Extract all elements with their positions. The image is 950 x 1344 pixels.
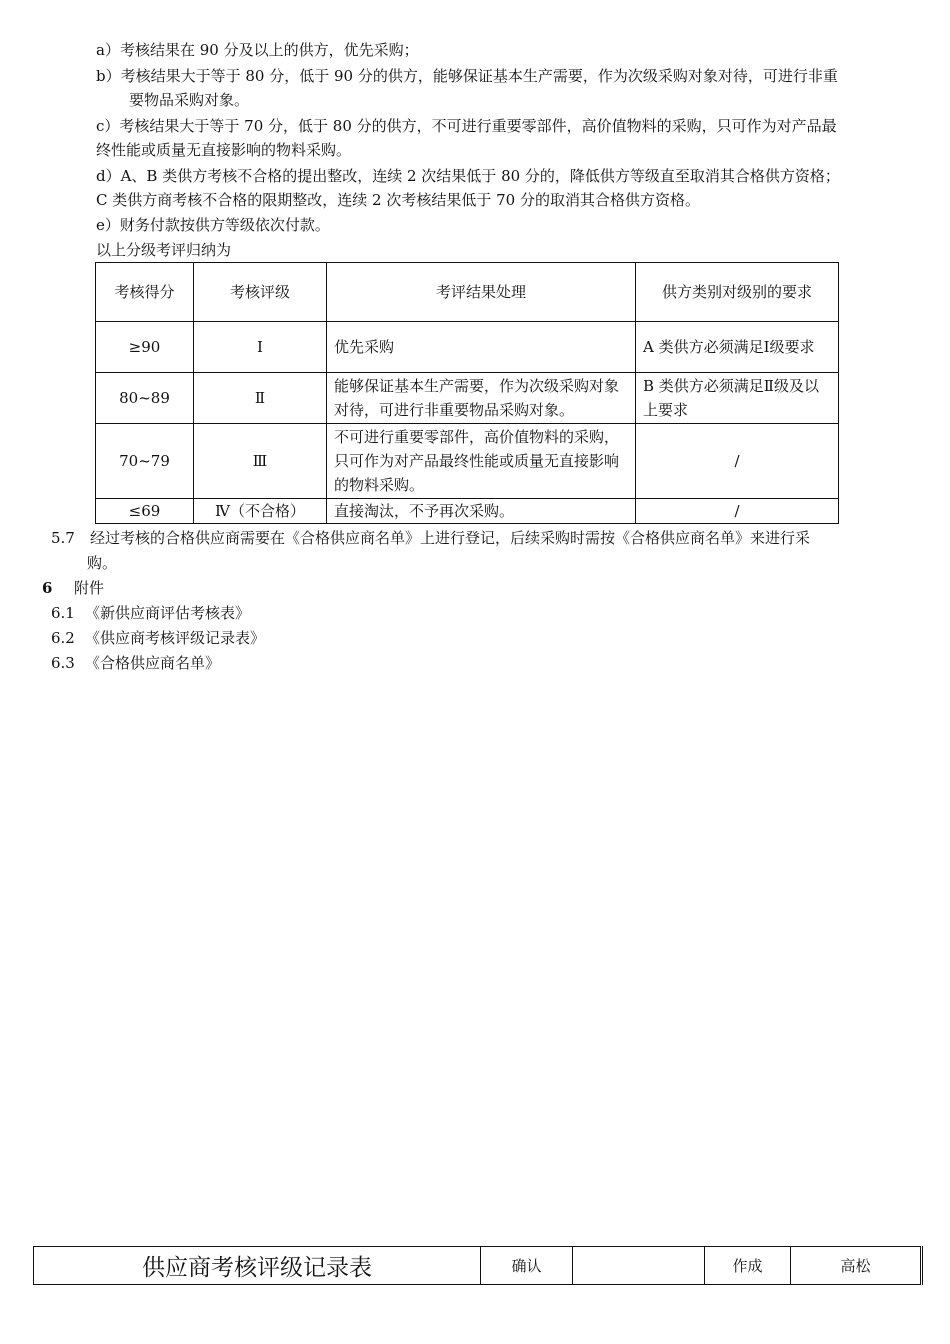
grade-table [95, 262, 839, 524]
section-6-title: 附件 [74, 579, 105, 597]
footer-form [33, 1246, 923, 1285]
criterion-c-line1: c）考核结果大于等于 70 分，低于 80 分的供方，不可进行重要零部件，高价值物料的采购，只可作为对产品最 [96, 117, 837, 135]
criterion-b-line1: b）考核结果大于等于 80 分，低于 90 分的供方，能够保证基本生产需要，作为次级采购对象对待，可进行非重 [96, 67, 838, 85]
table-row [96, 373, 839, 424]
table-row [96, 322, 839, 373]
footer-confirm-label: 确认 [481, 1247, 573, 1285]
cell-handling: 不可进行重要零部件，高价值物料的采购，只可作为对产品最终性能或质量无直接影响的物料采购。 [327, 424, 636, 499]
cell-requirement: B 类供方必须满足Ⅱ级及以上要求 [636, 373, 839, 424]
criterion-d-line2: C 类供方商考核不合格的限期整改，连续 2 次考核结果低于 70 分的取消其合格供方资格。 [96, 191, 700, 209]
criterion-a: a）考核结果在 90 分及以上的供方，优先采购； [96, 41, 419, 59]
cell-grade: Ⅳ（不合格） [194, 499, 327, 524]
criterion-c-line2: 终性能或质量无直接影响的物料采购。 [96, 141, 352, 159]
cell-score: ≤69 [96, 499, 194, 524]
cell-requirement: / [636, 499, 839, 524]
attachment-number: 6.2 [51, 629, 75, 647]
footer-author-label: 作成 [705, 1247, 791, 1285]
criterion-d-line1: d）A、B 类供方考核不合格的提出整改，连续 2 次结果低于 80 分的，降低供方等级直至取消其合格供方资格； [96, 167, 840, 185]
attachment-number: 6.1 [51, 604, 75, 622]
cell-requirement: / [636, 424, 839, 499]
criterion-b-line2: 要物品采购对象。 [129, 91, 250, 109]
cell-grade: Ⅲ [194, 424, 327, 499]
grade-table-header [96, 263, 839, 322]
section-6-number: 6 [42, 579, 53, 597]
attachment-link[interactable]: 《新供应商评估考核表》 [85, 604, 251, 622]
section-5-7-text-line1: 经过考核的合格供应商需要在《合格供应商名单》上进行登记，后续采购时需按《合格供应商名单》来进行采 [90, 529, 811, 547]
section-5-7-text-line2: 购。 [87, 554, 118, 572]
cell-handling: 直接淘汰，不予再次采购。 [327, 499, 636, 524]
footer-author-value[interactable]: 高松 [791, 1247, 922, 1285]
criterion-e: e）财务付款按供方等级依次付款。 [96, 216, 330, 234]
header-requirement: 供方类别对级别的要求 [636, 263, 839, 322]
cell-score: ≥90 [96, 322, 194, 373]
cell-handling: 优先采购 [327, 322, 636, 373]
header-handling: 考评结果处理 [327, 263, 636, 322]
cell-grade: Ⅰ [194, 322, 327, 373]
footer-confirm-value[interactable] [573, 1247, 705, 1285]
table-intro: 以上分级考评归纳为 [96, 241, 232, 259]
cell-grade: Ⅱ [194, 373, 327, 424]
attachment-link[interactable]: 《合格供应商名单》 [85, 654, 221, 672]
header-grade: 考核评级 [194, 263, 327, 322]
attachment-link[interactable]: 《供应商考核评级记录表》 [85, 629, 266, 647]
footer-title: 供应商考核评级记录表 [34, 1247, 481, 1285]
cell-requirement: A 类供方必须满足Ⅰ级要求 [636, 322, 839, 373]
cell-score: 70~79 [96, 424, 194, 499]
section-5-7-number: 5.7 [51, 529, 75, 547]
header-score: 考核得分 [96, 263, 194, 322]
cell-score: 80~89 [96, 373, 194, 424]
attachment-number: 6.3 [51, 654, 75, 672]
table-row [96, 499, 839, 524]
cell-handling: 能够保证基本生产需要，作为次级采购对象对待，可进行非重要物品采购对象。 [327, 373, 636, 424]
table-row [96, 424, 839, 499]
